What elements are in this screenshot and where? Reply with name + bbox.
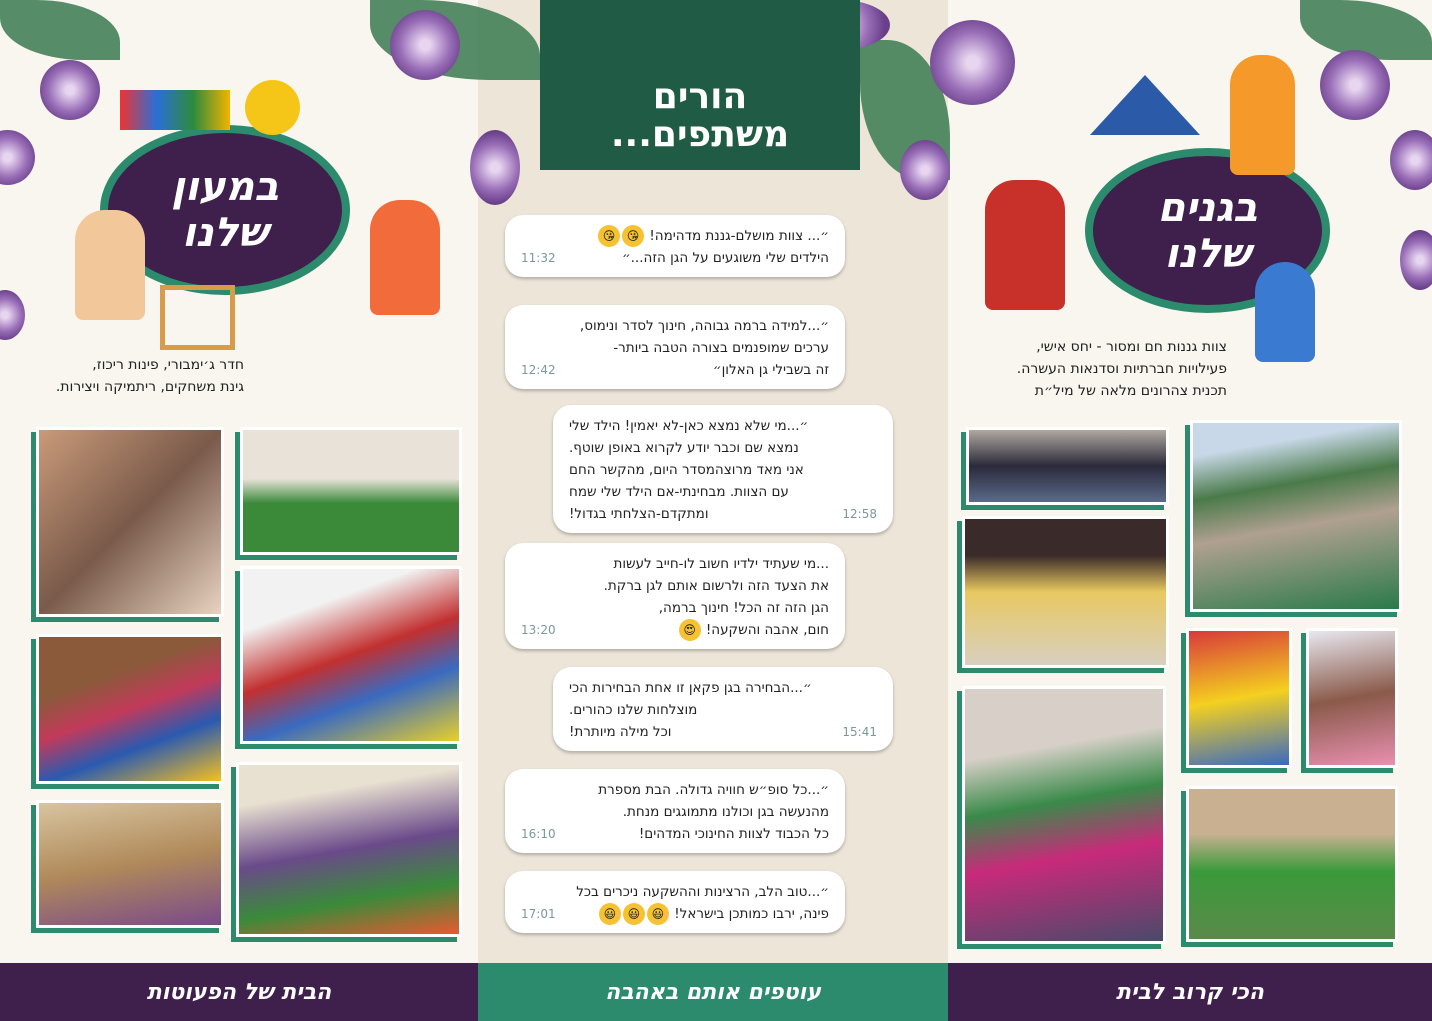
chat-message — [553, 405, 893, 533]
photo-ball-pit — [240, 566, 462, 744]
kindergarten-description — [957, 336, 1227, 402]
kiss-emoji-icon: 😘 — [598, 225, 620, 247]
message-line: הילדים שלי משוגעים על הגן הזה...״ — [621, 250, 829, 266]
footer-text: הכי קרוב לבית — [1115, 979, 1265, 1005]
chat-message — [505, 769, 845, 853]
rubber-duck-illustration — [245, 80, 300, 135]
message-line: ״...כל סופ״ש חוויה גדולה. הבת מספרת — [598, 782, 829, 798]
scooter-boy-illustration — [985, 180, 1065, 310]
message-line: ...מי שעתיד ילדיו חשוב לו-חייב לעשות — [613, 556, 829, 572]
flower-decoration — [470, 130, 520, 205]
message-line: אני מאד מרוצהמסדר היום, מהקשר החם — [569, 462, 804, 478]
photo-balloons — [1186, 628, 1292, 768]
chat-message — [505, 871, 845, 933]
message-line: פינה, ירבו כמותכן בישראל! — [674, 906, 829, 922]
description-line: גינת משחקים, ריתמיקה ויצירות. — [55, 379, 244, 395]
waving-boy-illustration — [1230, 55, 1295, 175]
flower-decoration — [1390, 130, 1432, 190]
message-line: ומתקדם-הצלחתי בגדול! — [569, 506, 709, 522]
message-line: את הצעד הזה ולרשום אותם לגן ברקת. — [603, 578, 829, 594]
flower-decoration — [1320, 50, 1390, 120]
photo-computer-room — [966, 427, 1169, 505]
chat-message — [553, 667, 893, 751]
header-line-2: משתפים... — [610, 114, 790, 155]
footer-parents — [478, 963, 948, 1021]
grin-emoji-icon: 😃 — [647, 903, 669, 925]
photo-party-table — [962, 686, 1166, 944]
kindergarten-title: בגנים שלנו — [1157, 184, 1258, 277]
description-line: חדר ג׳ימבורי, פינות ריכוז, — [92, 357, 244, 373]
photo-hanukkah-ceremony — [962, 516, 1169, 668]
photo-puzzle-mat — [36, 634, 224, 784]
flower-decoration — [1400, 230, 1432, 290]
flower-decoration — [900, 140, 950, 200]
footer-daycare — [0, 963, 478, 1021]
photo-whiteboard — [1306, 628, 1398, 768]
message-line: ״...הבחירה בגן פקאן זו אחת הבחירות הכי — [569, 680, 812, 696]
chat-message — [505, 215, 845, 277]
daycare-description — [0, 354, 244, 398]
grin-emoji-icon: 😃 — [623, 903, 645, 925]
chat-message — [505, 305, 845, 389]
description-line: פעילויות חברתיות וסדנאות העשרה. — [1016, 361, 1227, 377]
message-line: ״...מי שלא נמצא כאן-לא יאמין! הילד שלי — [569, 418, 809, 434]
photo-sandbox — [36, 800, 224, 928]
toy-blocks-illustration — [120, 90, 230, 130]
parents-share-header — [540, 0, 860, 170]
message-line: מהנעשה בגן וכולנו מתמוגגים מנחת. — [622, 804, 829, 820]
heart-eyes-emoji-icon: 😍 — [679, 619, 701, 641]
abacus-illustration — [160, 285, 235, 350]
message-line: עם הצוות. מבחינתי-אם הילד שלי שמח — [569, 484, 789, 500]
chat-message — [505, 543, 845, 649]
message-line: ערכים שמופנמים בצורה הטבה ביותר- — [613, 340, 829, 356]
girl-with-bear-illustration — [1255, 262, 1315, 362]
footer-text: הבית של הפעוטות — [146, 979, 332, 1005]
daycare-title: במעון שלנו — [171, 164, 279, 256]
photo-circle-on-grass — [1186, 786, 1398, 942]
message-line: כל הכבוד לצוות החינוכי המדהים! — [638, 826, 829, 842]
photo-children-meal — [36, 427, 224, 617]
girl-illustration — [370, 200, 440, 315]
message-time: 12:58 — [842, 507, 877, 521]
message-line: הגן הזה זה הכל! חינוך ברמה, — [658, 600, 829, 616]
footer-text: עוטפים אותם באהבה — [605, 979, 821, 1005]
message-line: חום, אהבה והשקעה! — [705, 622, 829, 638]
message-time: 17:01 — [521, 907, 556, 921]
boy-illustration — [75, 210, 145, 320]
photo-group-activity — [236, 762, 462, 937]
message-line: ״... צוות מושלם-גננת מדהימה! — [649, 228, 829, 244]
message-time: 11:32 — [521, 251, 556, 265]
message-time: 12:42 — [521, 363, 556, 377]
grin-emoji-icon: 😃 — [599, 903, 621, 925]
flower-decoration — [390, 10, 460, 80]
message-line: ״...טוב הלב, הרצינות וההשקעה ניכרים בכל — [576, 884, 829, 900]
footer-kindergartens — [948, 963, 1432, 1021]
kiss-emoji-icon: 😘 — [622, 225, 644, 247]
photo-outdoor-yard — [1190, 420, 1402, 612]
message-line: וכל מילה מיותרת! — [569, 724, 672, 740]
photo-playground — [240, 427, 462, 555]
description-line: צוות גננות חם ומסור - יחס אישי, — [1036, 339, 1227, 355]
description-line: תכנית צהרונים מלאה של מיל״ת — [1034, 383, 1227, 399]
message-line: מוצלחות שלנו כהורים. — [569, 702, 698, 718]
message-line: זה בשבילי גן האלון״ — [712, 362, 829, 378]
message-line: נמצא שם וכבר יודע לקרוא באופן שוטף. — [569, 440, 799, 456]
message-time: 13:20 — [521, 623, 556, 637]
message-line: ״...למידה ברמה גבוהה, חינוך לסדר ונימוס, — [579, 318, 829, 334]
flower-decoration — [930, 20, 1015, 105]
header-line-1: הורים — [652, 76, 748, 117]
message-time: 16:10 — [521, 827, 556, 841]
flower-decoration — [40, 60, 100, 120]
message-time: 15:41 — [842, 725, 877, 739]
